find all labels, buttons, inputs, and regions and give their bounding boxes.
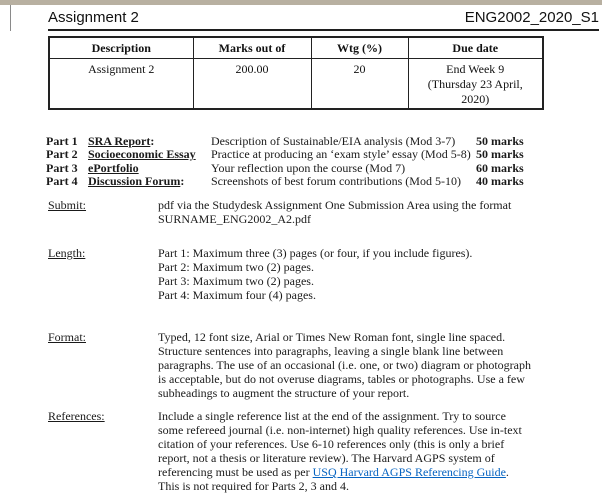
part-3-marks: 60 marks — [476, 160, 524, 175]
references-link-line: referencing must be used as per USQ Harvard AGPS Referencing Guide. — [158, 465, 509, 479]
due-date-line: (Thursday 23 April, — [427, 77, 523, 91]
format-line: Typed, 12 font size, Arial or Times New Roman font, single line spaced. — [158, 330, 506, 344]
page-edge-mark — [10, 5, 11, 31]
length-line: Part 2: Maximum two (2) pages. — [158, 260, 314, 274]
length-line: Part 3: Maximum two (2) pages. — [158, 274, 314, 288]
part-3-label: Part 3 — [46, 160, 78, 175]
part-4-label: Part 4 — [46, 174, 78, 189]
format-line: paragraphs. The use of an occasional (i.e. one, or two) diagram or photograph — [158, 358, 531, 372]
header-marks-out-of: Marks out of — [193, 37, 311, 59]
part-2-name: Socioeconomic Essay — [88, 147, 196, 162]
part-2-label: Part 2 — [46, 147, 78, 162]
cell-due-date — [408, 59, 543, 110]
part-row-2 — [46, 148, 524, 161]
page-title: Assignment 2 — [48, 9, 139, 26]
table-header-row — [49, 37, 543, 59]
cell-description: Assignment 2 — [49, 59, 193, 110]
length-line: Part 1: Maximum three (3) pages (or four, if you include figures). — [158, 246, 473, 260]
format-line: is acceptable, but do not overuse diagrams, tables or photographs. Use a few — [158, 372, 525, 386]
references-label: References: — [48, 409, 105, 423]
table-row — [49, 59, 543, 110]
header-wtg-percent: Wtg (%) — [311, 37, 408, 59]
cell-wtg-percent: 20 — [311, 59, 408, 110]
part-1-name: SRA Report: — [88, 134, 155, 148]
document-header — [48, 9, 599, 31]
header-description: Description — [49, 37, 193, 59]
length-line: Part 4: Maximum four (4) pages. — [158, 288, 316, 302]
format-line: Structure sentences into paragraphs, leaving a single blank line between — [158, 344, 504, 358]
course-code: ENG2002_2020_S1 — [464, 9, 599, 26]
format-content — [158, 330, 578, 400]
due-date-line: 2020) — [461, 92, 490, 106]
part-row-3 — [46, 162, 524, 175]
references-line: report, not a thesis or literature review). The Harvard AGPS system of — [158, 451, 495, 465]
part-row-4 — [46, 175, 524, 188]
part-2-description: Practice at producing an ‘exam style’ essay (Mod 5-8) — [211, 147, 471, 162]
part-1-label: Part 1 — [46, 134, 78, 148]
length-content — [158, 246, 578, 302]
submit-content — [158, 198, 578, 226]
assessment-table — [48, 36, 544, 110]
part-3-name: ePortfolio — [88, 160, 139, 175]
referencing-guide-link[interactable]: USQ Harvard AGPS Referencing Guide — [312, 465, 506, 479]
references-line: citation of your references. Use 6-10 references only (this is only a brief — [158, 437, 505, 451]
submit-label: Submit: — [48, 198, 87, 212]
part-4-description: Screenshots of best forum contributions (Mod 5-10) — [211, 174, 461, 189]
part-4-marks: 40 marks — [476, 174, 524, 189]
submit-line: pdf via the Studydesk Assignment One Submission Area using the format — [158, 198, 512, 212]
references-line: This is not required for Parts 2, 3 and 4. — [158, 479, 349, 493]
part-4-name: Discussion Forum: — [88, 174, 185, 189]
part-1-description: Description of Sustainable/EIA analysis (Mod 3-7) — [211, 134, 456, 148]
due-date-line: End Week 9 — [446, 62, 505, 76]
header-due-date: Due date — [408, 37, 543, 59]
format-line: subheadings to augment the structure of your report. — [158, 386, 410, 400]
part-3-description: Your reflection upon the course (Mod 7) — [211, 160, 406, 175]
references-content — [158, 409, 578, 493]
submit-line: SURNAME_ENG2002_A2.pdf — [158, 212, 311, 226]
part-row-1 — [46, 135, 524, 148]
references-line: some refereed journal (i.e. non-internet) high quality references. Use in-text — [158, 423, 522, 437]
format-label: Format: — [48, 330, 86, 344]
part-1-marks: 50 marks — [476, 134, 524, 148]
top-window-edge — [0, 0, 602, 5]
length-label: Length: — [48, 246, 86, 260]
part-2-marks: 50 marks — [476, 147, 524, 162]
references-line: Include a single reference list at the end of the assignment. Try to source — [158, 409, 506, 423]
parts-list — [46, 135, 524, 189]
cell-marks-out-of: 200.00 — [193, 59, 311, 110]
